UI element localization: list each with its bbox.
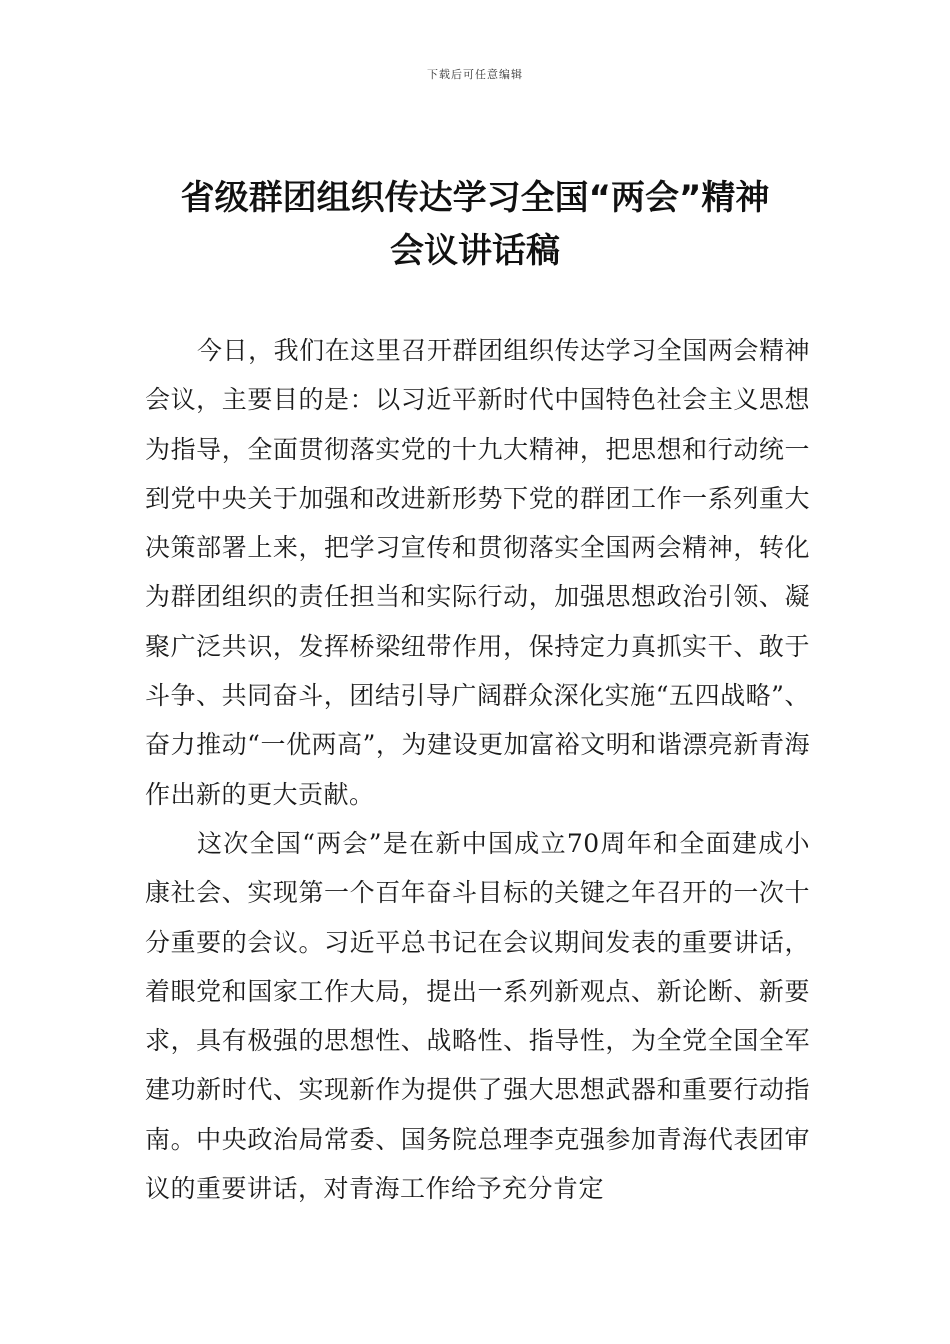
title-line-2: 会议讲话稿 bbox=[390, 231, 560, 271]
title-line-1: 省级群团组织传达学习全国“两会”精神 bbox=[180, 178, 770, 218]
document-body bbox=[145, 326, 810, 1213]
paragraph-2: 这次全国“两会”是在新中国成立70周年和全面建成小康社会、实现第一个百年奋斗目标的关键之年召开的一次十分重要的会议。习近平总书记在会议期间发表的重要讲话，着眼党和国家工作大局，提出一系列新观点、新论断、新要求，具有极强的思想性、战略性、指导性，为全党全国全军建功新时代、实现新作为提供了强大思想武器和重要行动指南。中央政治局常委、国务院总理李克强参加青海代表团审议的重要讲话，对青海工作给予充分肯定 bbox=[145, 828, 810, 1204]
document-title bbox=[120, 172, 830, 278]
header-note: 下载后可任意编辑 bbox=[427, 68, 523, 81]
paragraph-1: 今日，我们在这里召开群团组织传达学习全国两会精神会议，主要目的是：以习近平新时代中国特色社会主义思想为指导，全面贯彻落实党的十九大精神，把思想和行动统一到党中央关于加强和改进新形势下党的群团工作一系列重大决策部署上来，把学习宣传和贯彻落实全国两会精神，转化为群团组织的责任担当和实际行动，加强思想政治引领、凝聚广泛共识，发挥桥梁纽带作用，保持定力真抓实干、敢于斗争、共同奋斗，团结引导广阔群众深化实施“五四战略”、奋力推动“一优两高”，为建设更加富裕文明和谐漂亮新青海作出新的更大贡献。 bbox=[145, 336, 810, 809]
